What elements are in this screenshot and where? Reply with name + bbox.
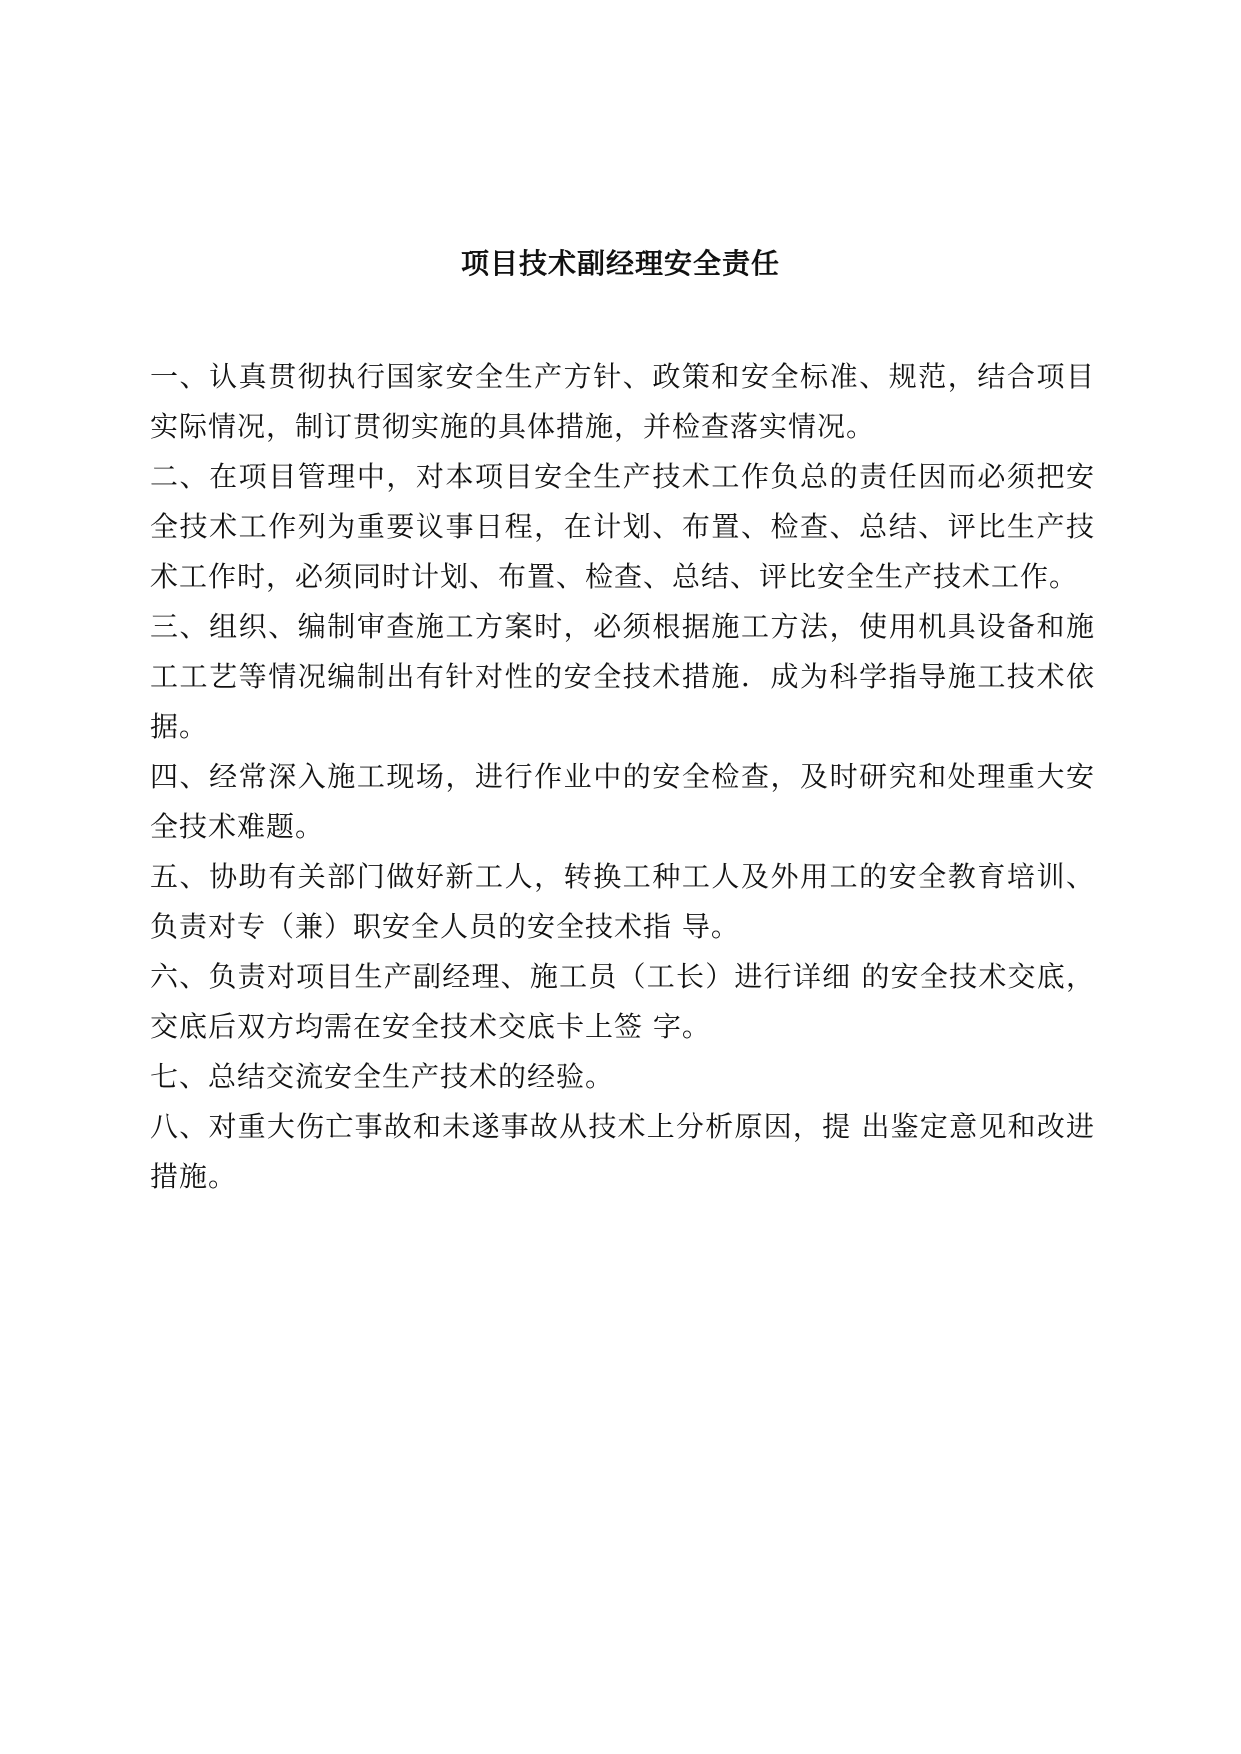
clause-1: 一、认真贯彻执行国家安全生产方针、政策和安全标准、规范，结合项目实际情况，制订贯彻实施的具体措施，并检查落实情况。: [150, 360, 1095, 443]
clause-3: 三、组织、编制审查施工方案时，必须根据施工方法，使用机具设备和施工工艺等情况编制出有针对性的安全技术措施．成为科学指导施工技术依据。: [150, 610, 1095, 743]
clause-7: 七、总结交流安全生产技术的经验。: [150, 1060, 615, 1093]
clause-6: 六、负责对项目生产副经理、施工员（工长）进行详细 的安全技术交底，交底后双方均需在安全技术交底卡上签 字。: [150, 960, 1095, 1043]
clause-4: 四、经常深入施工现场，进行作业中的安全检查，及时研究和处理重大安全技术难题。: [150, 760, 1095, 843]
clause-5: 五、协助有关部门做好新工人，转换工种工人及外用工的安全教育培训、负责对专（兼）职安全人员的安全技术指 导。: [150, 860, 1095, 943]
clause-2: 二、在项目管理中，对本项目安全生产技术工作负总的责任因而必须把安全技术工作列为重要议事日程，在计划、布置、检查、总结、评比生产技术工作时，必须同时计划、布置、检查、总结、评比安全生产技术工作。: [150, 460, 1095, 593]
clause-8: 八、对重大伤亡事故和未遂事故从技术上分析原因，提 出鉴定意见和改进措施。: [150, 1110, 1095, 1193]
document-title: 项目技术副经理安全责任: [460, 247, 780, 280]
document-body: [150, 352, 1095, 1202]
